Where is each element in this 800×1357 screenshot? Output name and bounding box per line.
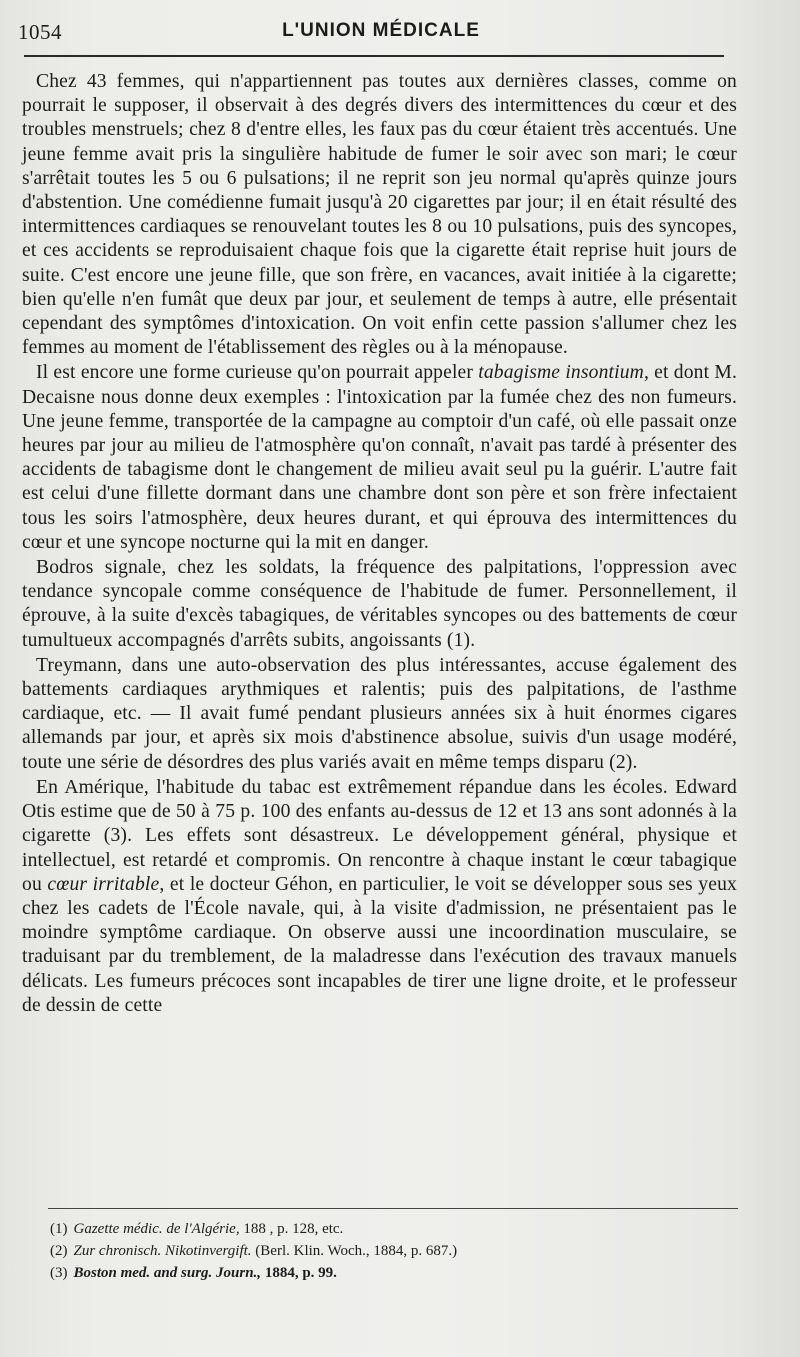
paragraph-text: En Amérique, l'habitude du tabac est extrêmement répandue dans les écoles. Edward Otis estime que de 50 à 75 p. 100 des enfants au-dessus de 12 et 13 ans sont adonnés à la cigarette (3). Les effets sont désastreux. Le développement général, physique et intellectuel, est retardé et compromis. On rencontre à chaque instant le cœur tabagique ou xyxy=(22,776,737,895)
footnote-mark: (2) xyxy=(50,1243,68,1259)
paragraph-text: Il est encore une forme curieuse qu'on pourrait appeler xyxy=(36,362,479,384)
italic-term: cœur irritable xyxy=(47,873,160,895)
footnote-source: Zur chronisch. Nikotinvergift. xyxy=(73,1243,252,1259)
header-divider xyxy=(24,55,724,57)
footnote xyxy=(50,1262,730,1284)
footnote xyxy=(50,1218,730,1240)
footnotes xyxy=(50,1218,730,1284)
article-body xyxy=(22,70,737,1018)
page-number: 1054 xyxy=(18,20,62,44)
paragraph xyxy=(22,776,737,1018)
footnote-reference: (Berl. Klin. Woch., 1884, p. 687.) xyxy=(251,1243,458,1259)
footnote-reference: 1884, p. 99. xyxy=(261,1265,337,1281)
paragraph xyxy=(22,654,737,775)
italic-term: tabagisme insontium, xyxy=(478,362,650,384)
footnote-divider xyxy=(48,1208,738,1209)
footnote xyxy=(50,1240,730,1262)
page-header xyxy=(18,18,744,48)
paragraph-text: Treymann, dans une auto-observation des plus intéressantes, accuse également des battements cardiaques arythmiques et ralentis; puis des palpitations, de l'asthme cardiaque, etc. — Il avait fumé pendant plusieurs années six à huit énormes cigares allemands par jour, et après six mois d'abstinence absolue, suivis d'un usage modéré, toute une série de désordres des plus variés avait en même temps disparu (2). xyxy=(22,654,737,773)
paragraph-text: Chez 43 femmes, qui n'appartiennent pas toutes aux dernières classes, comme on pourrait le supposer, il observait à des degrés divers des intermittences du cœur et des troubles menstruels; chez 8 d'entre elles, les faux pas du cœur étaient très accentués. Une jeune femme avait pris la singulière habitude de fumer le soir avec son mari; le cœur s'arrêtait toutes les 5 ou 6 pulsations; il ne reprit son jeu normal qu'après quinze jours d'abstention. Une comédienne fumait jusqu'à 20 cigarettes par jour; il en était résulté des intermittences cardiaques se renouvelant toutes les 8 ou 10 pulsations, puis des syncopes, et ces accidents se reproduisaient chaque fois que la cigarette était reprise huit jours de suite. C'est encore une jeune fille, que son frère, en vacances, avait initiée à la cigarette; bien qu'elle n'en fumât que deux par jour, et seulement de temps à autre, elle présentait cependant des symptômes d'intoxication. On voit enfin cette passion s'allumer chez les femmes au moment de l'établissement des règles ou à la ménopause. xyxy=(22,71,737,359)
footnote-mark: (1) xyxy=(50,1221,68,1237)
paragraph-text: , et le docteur Géhon, en particulier, le voit se développer sous ses yeux chez les cadets de l'École navale, qui, à la visite d'admission, ne présentaient pas le moindre symptôme cardiaque. On observe aussi une incoordination musculaire, se traduisant par du tremblement, de la maladresse dans l'exécution des travaux manuels délicats. Les fumeurs précoces sont incapables de tirer une ligne droite, et le professeur de dessin de cette xyxy=(22,873,737,1016)
paragraph-text: Bodros signale, chez les soldats, la fréquence des palpitations, l'oppression avec tendance syncopale comme conséquence de l'habitude de fumer. Personnellement, il éprouve, à la suite d'excès tabagiques, de véritables syncopes ou des battements de cœur tumultueux accompagnés d'arrêts subits, angoissants (1). xyxy=(22,557,737,651)
paragraph xyxy=(22,70,737,360)
paragraph xyxy=(22,361,737,555)
footnote-reference: 188 , p. 128, etc. xyxy=(239,1221,344,1237)
footnote-source: Gazette médic. de l'Algérie, xyxy=(73,1221,240,1237)
footnote-mark: (3) xyxy=(50,1265,68,1281)
paragraph-text: et dont M. Decaisne nous donne deux exemples : l'intoxication par la fumée chez des non fumeurs. Une jeune femme, transportée de la campagne au comptoir d'un café, où elle passait onze heures par jour au milieu de l'atmosphère qu'on connaît, n'avait pas tardé à présenter des accidents de tabagisme dont le changement de milieu avait seul pu la guérir. L'autre fait est celui d'une fillette dormant dans une chambre dont son père et son frère infectaient tous les soirs l'atmosphère, deux heures durant, et qui éprouva des intermittences du cœur et une syncope nocturne qui la mit en danger. xyxy=(22,362,738,553)
running-title: L'UNION MÉDICALE xyxy=(282,20,480,41)
footnote-source: Boston med. and surg. Journ., xyxy=(73,1265,262,1281)
paragraph xyxy=(22,556,737,653)
